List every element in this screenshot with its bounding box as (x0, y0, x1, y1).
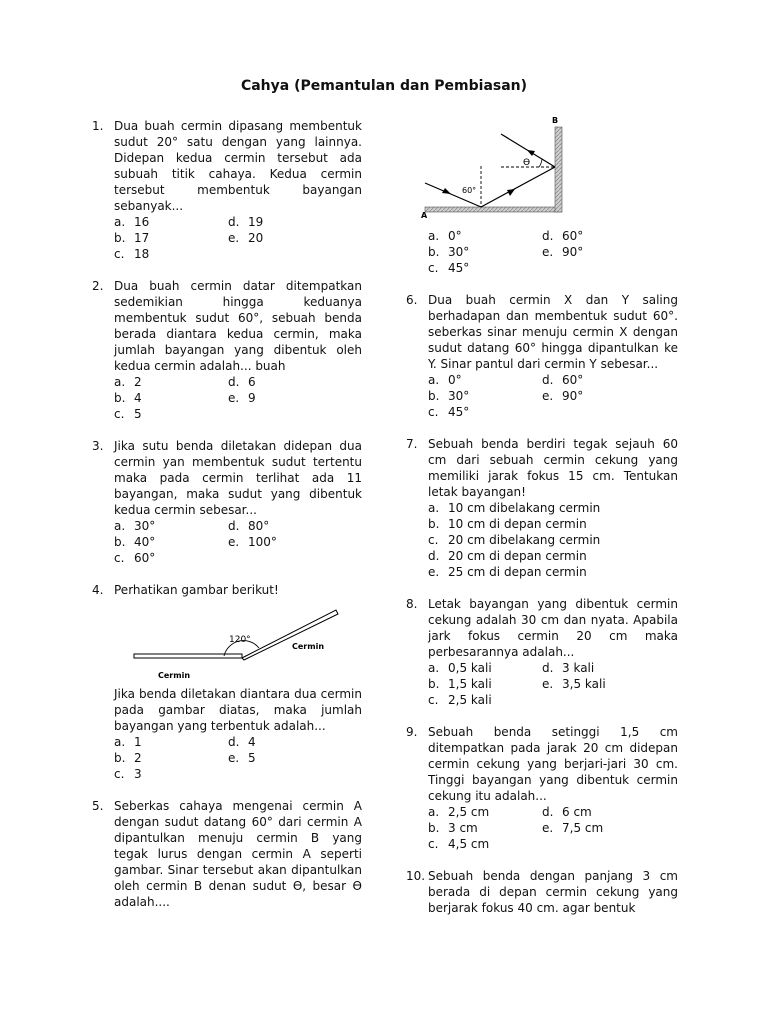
option-e[interactable]: e. 20 (228, 231, 264, 245)
question-number: 3. (92, 439, 104, 453)
question-text: Sebuah benda setinggi 1,5 cm ditempatkan pada jarak 20 cm didepan cermin cekung yang berjari-jari 30 cm. Tinggi bayangan yang dibentuk cermin cekung itu adalah... (428, 725, 678, 803)
option-e[interactable]: e. 7,5 cm (542, 821, 604, 835)
option-d[interactable]: d. 80° (228, 519, 270, 533)
question-number: 8. (406, 597, 418, 611)
option-e[interactable]: e. 5 (228, 751, 256, 765)
arrow-incident-icon (442, 188, 451, 194)
option-b[interactable]: b. 17 (114, 231, 150, 245)
question-text: Dua buah cermin X dan Y saling berhadapan dan membentuk sudut 60°. seberkas sinar menuju cermin X dengan sudut datang 60° hingga dipantulkan ke Y. Sinar pantul dari cermin Y sebesar... (428, 293, 678, 371)
option-c[interactable]: c. 45° (428, 261, 470, 275)
question-text: Jika benda diletakan diantara dua cermin pada gambar diatas, maka jumlah bayangan yang terbentuk adalah... (114, 687, 362, 733)
question-number: 7. (406, 437, 418, 451)
question-5 (92, 798, 362, 910)
option-b[interactable]: b. 10 cm di depan cermin (428, 517, 587, 531)
question-number: 10. (406, 869, 426, 883)
answer-options (114, 374, 362, 422)
question-intro: Perhatikan gambar berikut! (114, 583, 279, 597)
question-1 (92, 118, 362, 262)
question-text: Sebuah benda dengan panjang 3 cm berada di depan cermin cekung yang berjarak fokus 40 cm. agar bentuk (428, 869, 678, 915)
mirror-label-right: Cermin (292, 642, 325, 651)
question-text: Seberkas cahaya mengenai cermin A dengan sudut datang 60° dari cermin A dipantulkan menuju cermin B yang tegak lurus dengan cermin A seperti gambar. Sinar tersebut akan dipantulkan oleh cermin B denan sudut Ө, besar Ө adalah.... (114, 799, 362, 909)
question-text: Dua buah cermin dipasang membentuk sudut 20° satu dengan yang lainnya. Didepan kedua cermin tersebut ada subuah titik cahaya. Kedua cermin tersebut membentuk bayangan sebanyak... (114, 119, 362, 213)
option-b[interactable]: b. 1,5 kali (428, 677, 492, 691)
right-mirror (242, 610, 338, 660)
option-c[interactable]: c. 20 cm dibelakang cermin (428, 533, 601, 547)
option-d[interactable]: d. 3 kali (542, 661, 595, 675)
option-b[interactable]: b. 40° (114, 535, 156, 549)
option-a[interactable]: a. 0,5 kali (428, 661, 492, 675)
option-e[interactable]: e. 9 (228, 391, 256, 405)
option-c[interactable]: c. 18 (114, 247, 150, 261)
option-c[interactable]: c. 45° (428, 405, 470, 419)
answer-options (428, 228, 678, 276)
mirror-b (555, 127, 562, 212)
question-number: 2. (92, 279, 104, 293)
option-d[interactable]: d. 6 cm (542, 805, 592, 819)
question-text: Letak bayangan yang dibentuk cermin cekung adalah 30 cm dan nyata. Apabila jark fokus cermin 20 cm maka perbesarannya adalah... (428, 597, 678, 659)
question-number: 6. (406, 293, 418, 307)
option-b[interactable]: b. 30° (428, 245, 470, 259)
option-b[interactable]: b. 4 (114, 391, 142, 405)
option-c[interactable]: c. 3 (114, 767, 142, 781)
mirror-a (425, 207, 561, 212)
answer-options (114, 734, 362, 782)
question-10 (406, 868, 678, 916)
right-column (406, 228, 678, 932)
option-d[interactable]: d. 20 cm di depan cermin (428, 549, 587, 563)
option-e[interactable]: e. 25 cm di depan cermin (428, 565, 587, 579)
option-b[interactable]: b. 2 (114, 751, 142, 765)
label-b: B (552, 116, 559, 125)
two-mirror-figure (112, 600, 362, 680)
question-text: Jika sutu benda diletakan didepan dua cermin yan membentuk sudut tertentu maka pada cermin terlihat ada 11 bayangan, maka sudut yang dibentuk kedua cermin sebesar... (114, 439, 362, 517)
question-8 (406, 596, 678, 708)
question-6 (406, 292, 678, 420)
option-d[interactable]: d. 19 (228, 215, 264, 229)
question-number: 4. (92, 583, 104, 597)
option-e[interactable]: e. 3,5 kali (542, 677, 606, 691)
option-a[interactable]: a. 16 (114, 215, 150, 229)
answer-options (428, 372, 678, 420)
question-number: 9. (406, 725, 418, 739)
option-d[interactable]: d. 4 (228, 735, 256, 749)
question-7 (406, 436, 678, 580)
question-number: 5. (92, 799, 104, 813)
theta-label: Ө (523, 158, 531, 168)
option-d[interactable]: d. 60° (542, 373, 584, 387)
question-text: Sebuah benda berdiri tegak sejauh 60 cm dari sebuah cermin cekung yang memiliki jarak fokus 15 cm. Tentukan letak bayangan! (428, 437, 678, 499)
reflected-ray-1 (481, 167, 555, 207)
page-title: Cahya (Pemantulan dan Pembiasan) (240, 78, 528, 94)
option-e[interactable]: e. 90° (542, 389, 584, 403)
option-a[interactable]: a. 2 (114, 375, 142, 389)
answer-options (114, 214, 362, 262)
option-c[interactable]: c. 60° (114, 551, 156, 565)
option-e[interactable]: e. 90° (542, 245, 584, 259)
option-b[interactable]: b. 3 cm (428, 821, 478, 835)
theta-arc (539, 159, 542, 167)
angle-label: 60° (462, 186, 477, 195)
angle-label: 120° (229, 635, 251, 645)
question-2 (92, 278, 362, 422)
question-number: 1. (92, 119, 104, 133)
left-mirror (134, 654, 242, 658)
option-a[interactable]: a. 0° (428, 229, 462, 243)
option-e[interactable]: e. 100° (228, 535, 277, 549)
answer-options (428, 804, 678, 852)
answer-options (428, 660, 678, 708)
option-a[interactable]: a. 10 cm dibelakang cermin (428, 501, 601, 515)
question-3 (92, 438, 362, 566)
option-d[interactable]: d. 6 (228, 375, 256, 389)
answer-options (114, 518, 362, 566)
label-a: A (421, 211, 428, 220)
question-5-options (406, 228, 678, 276)
option-b[interactable]: b. 30° (428, 389, 470, 403)
question-text: Dua buah cermin datar ditempatkan sedemikian hingga keduanya membentuk sudut 60°, sebuah benda berada diantara kedua cermin, maka jumlah bayangan yang dibentuk oleh kedua cermin adalah... buah (114, 279, 362, 373)
mirror-reflection-figure (415, 114, 575, 220)
left-column (92, 118, 362, 926)
option-c[interactable]: c. 2,5 kali (428, 693, 492, 707)
option-c[interactable]: c. 4,5 cm (428, 837, 490, 851)
question-9 (406, 724, 678, 852)
option-c[interactable]: c. 5 (114, 407, 142, 421)
option-a[interactable]: a. 1 (114, 735, 142, 749)
option-a[interactable]: a. 2,5 cm (428, 805, 490, 819)
option-a[interactable]: a. 0° (428, 373, 462, 387)
mirror-label-left: Cermin (158, 671, 191, 680)
arrow-reflected-b-icon (527, 150, 535, 156)
answer-options (428, 500, 678, 580)
option-d[interactable]: d. 60° (542, 229, 584, 243)
option-a[interactable]: a. 30° (114, 519, 156, 533)
question-4 (92, 582, 362, 782)
